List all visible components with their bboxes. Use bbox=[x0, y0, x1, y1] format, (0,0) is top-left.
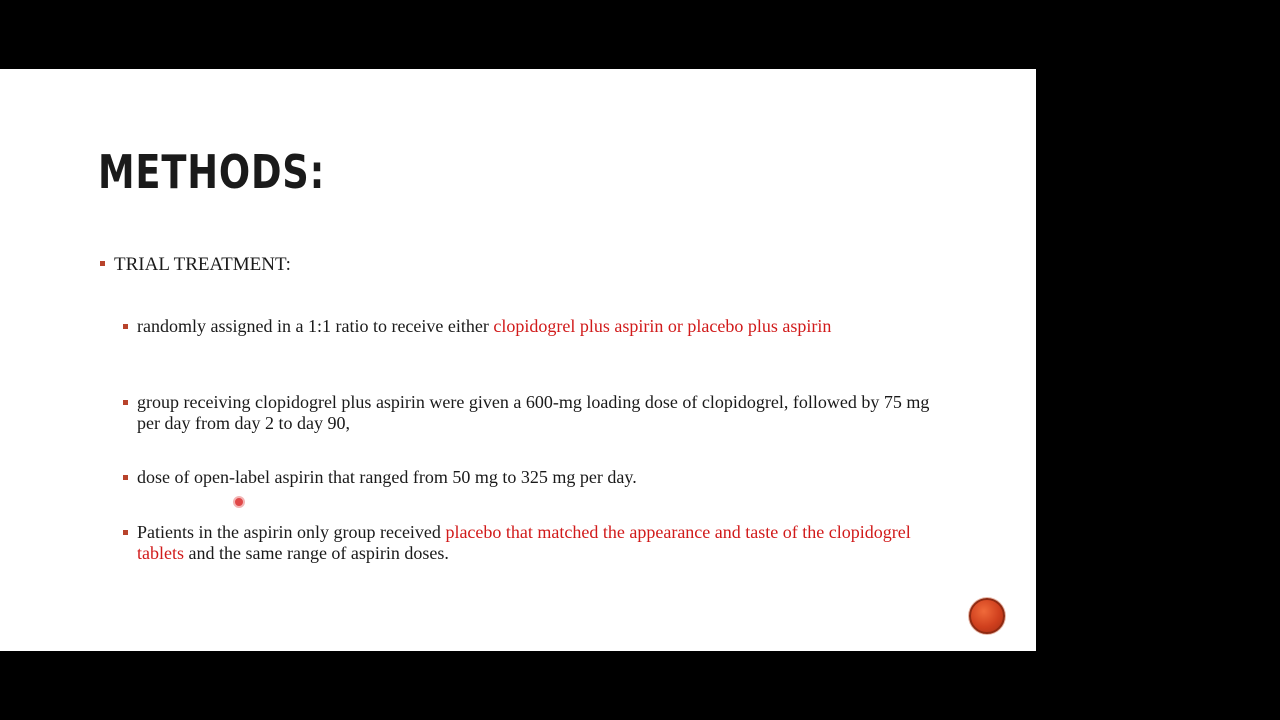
bullet-square-icon bbox=[123, 530, 128, 535]
list-item bbox=[123, 316, 953, 337]
bullet-square-icon bbox=[100, 261, 105, 266]
bullet-text: Patients in the aspirin only group received bbox=[137, 522, 446, 542]
slide bbox=[0, 69, 1036, 651]
bullet-square-icon bbox=[123, 475, 128, 480]
section-heading bbox=[100, 253, 291, 277]
list-item bbox=[123, 392, 953, 434]
laser-pointer-icon bbox=[233, 496, 245, 508]
section-heading-label: TRIAL TREATMENT: bbox=[114, 254, 291, 275]
bullet-highlight: placebo that matched the appearance and taste of the clopidogrel tablets bbox=[137, 522, 911, 563]
bullet-highlight: clopidogrel plus aspirin or placebo plus aspirin bbox=[493, 316, 832, 336]
bullet-text: dose of open-label aspirin that ranged from 50 mg to 325 mg per day. bbox=[137, 467, 637, 487]
list-item bbox=[123, 467, 953, 488]
bullet-square-icon bbox=[123, 324, 128, 329]
slide-title: METHODS: bbox=[98, 145, 326, 199]
bullet-text-after: and the same range of aspirin doses. bbox=[184, 543, 449, 563]
bullet-square-icon bbox=[123, 400, 128, 405]
list-item bbox=[123, 522, 953, 564]
bullet-text: randomly assigned in a 1:1 ratio to receive either bbox=[137, 316, 494, 336]
slide-nav-button[interactable] bbox=[969, 598, 1005, 634]
bullet-text: group receiving clopidogrel plus aspirin were given a 600-mg loading dose of clopidogrel, followed by 75 mg per day from day 2 to day 90, bbox=[137, 392, 930, 433]
